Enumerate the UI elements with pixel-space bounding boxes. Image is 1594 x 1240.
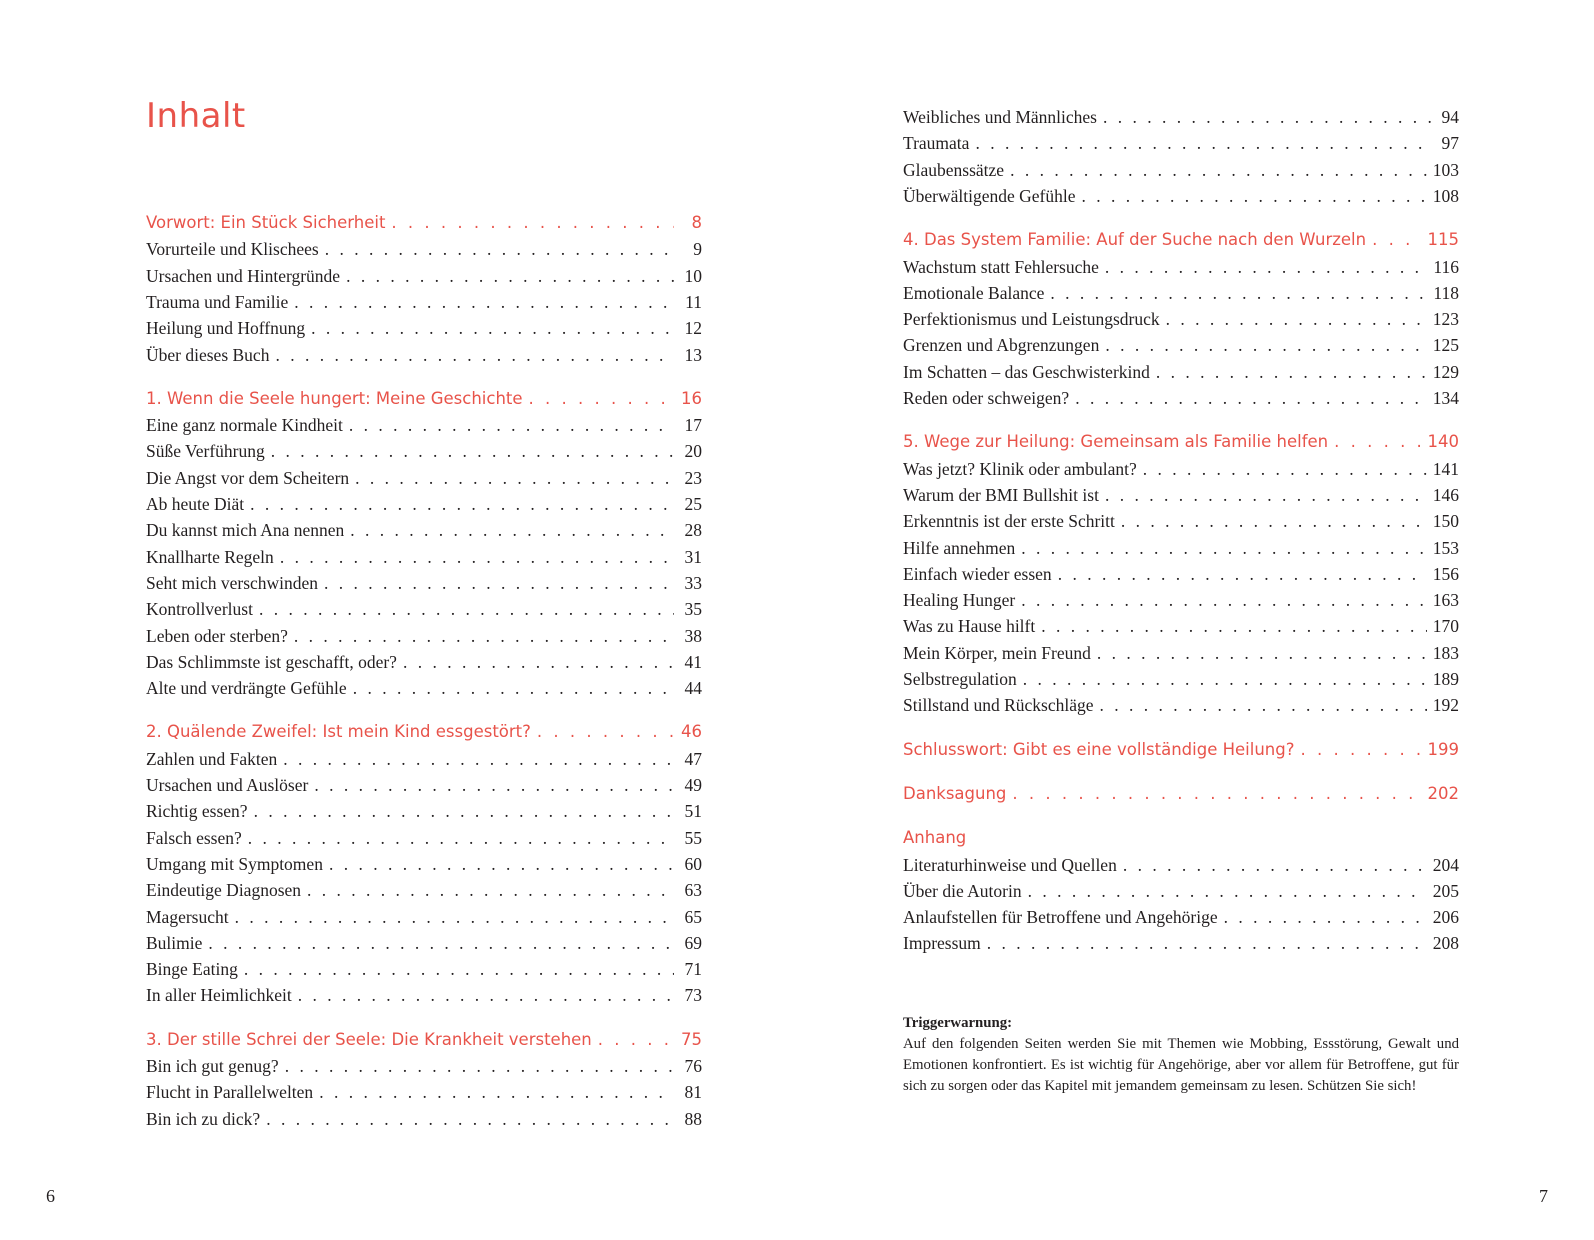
toc-entry: [146, 827, 702, 849]
toc-entry-title: Was zu Hause hilft: [903, 616, 1036, 637]
toc-dot-leader: [298, 984, 674, 1006]
toc-entry-page-number: 69: [684, 932, 702, 953]
toc-dot-leader: [1010, 159, 1427, 181]
toc-entry-title: Das Schlimmste ist geschafft, oder?: [146, 651, 397, 672]
toc-dot-leader: [235, 906, 674, 928]
toc-entry-title: Weibliches und Männliches: [903, 107, 1097, 127]
toc-entry: [903, 185, 1459, 207]
toc-entry-title: Trauma und Familie: [146, 291, 289, 312]
toc-entry-title: 3. Der stille Schrei der Seele: Die Krankheit verstehen: [146, 1029, 592, 1049]
toc-dot-leader: [294, 625, 674, 647]
toc-entry: [146, 467, 702, 489]
toc-entry-page-number: 146: [1432, 484, 1459, 505]
toc-entry-title: Impressum: [903, 933, 981, 954]
toc-entry-title: Emotionale Balance: [903, 282, 1045, 303]
toc-entry-title: Überwältigende Gefühle: [903, 185, 1076, 206]
toc-entry: [903, 642, 1459, 664]
toc-entry-title: Umgang mit Symptomen: [146, 853, 323, 874]
toc-dot-leader: [355, 467, 674, 489]
toc-entry-title: Eindeutige Diagnosen: [146, 880, 302, 901]
toc-entry: [146, 853, 702, 875]
toc-entry-title: Ursachen und Hintergründe: [146, 265, 341, 286]
toc-entry-page-number: 73: [684, 985, 702, 1006]
toc-entry-page-number: 125: [1432, 335, 1459, 356]
toc-dot-leader: [248, 827, 674, 849]
toc-entry: [146, 291, 702, 313]
toc-entry: [146, 958, 702, 980]
toc-entry-page-number: 134: [1432, 388, 1459, 408]
toc-dot-leader: [1121, 510, 1427, 532]
toc-dot-leader: [325, 238, 674, 260]
toc-entry-title: Binge Eating: [146, 959, 238, 980]
toc-entry-title: Anlaufstellen für Betroffene und Angehörige: [903, 907, 1218, 928]
toc-entry-title: Ab heute Diät: [146, 494, 245, 514]
toc-entry: [903, 106, 1459, 128]
toc-entry: [146, 546, 702, 568]
toc-entry-page-number: 55: [684, 827, 702, 848]
toc-entry-page-number: 76: [684, 1056, 702, 1076]
toc-entry: [146, 238, 702, 260]
toc-entry-title: Süße Verführung: [146, 441, 265, 462]
toc-dot-leader: [1143, 458, 1427, 480]
toc-entry-page-number: 206: [1432, 907, 1459, 928]
toc-entry-page-number: 41: [684, 651, 702, 672]
trigger-warning-text: Auf den folgenden Seiten werden Sie mit Themen wie Mobbing, Essstörung, Gewalt und Emotionen konfrontiert. Es ist wichtig für Angehörige, aber vor allem für Betroffene, gut für sich zu sorgen oder das Kapitel mit jemandem gemeinsam zu lesen. Schützen Sie sich!: [903, 1036, 1459, 1094]
toc-entry-title: Perfektionismus und Leistungsdruck: [903, 309, 1160, 330]
toc-entry-title: Danksagung: [903, 783, 1007, 803]
toc-entry: [146, 800, 702, 822]
toc-entry: [146, 344, 702, 366]
toc-dot-leader: [280, 546, 674, 568]
toc-entry-title: Seht mich verschwinden: [146, 572, 319, 593]
toc-entry: [903, 854, 1459, 876]
toc-entry-title: Erkenntnis ist der erste Schritt: [903, 511, 1115, 532]
toc-entry-page-number: 16: [681, 388, 702, 408]
toc-dot-leader: [1075, 387, 1427, 409]
toc-entry-page-number: 11: [685, 291, 702, 312]
toc-dot-leader: [349, 414, 674, 436]
toc-entry-title: Eine ganz normale Kindheit: [146, 415, 343, 436]
toc-chapter-entry: [903, 783, 1459, 805]
toc-entry-title: 4. Das System Familie: Auf der Suche nach den Wurzeln: [903, 230, 1367, 250]
toc-entry: [903, 256, 1459, 278]
toc-dot-leader: [529, 388, 674, 410]
toc-entry-title: Kontrollverlust: [146, 599, 253, 620]
toc-entry: [903, 159, 1459, 181]
toc-entry-title: Wachstum statt Fehlersuche: [903, 256, 1099, 277]
toc-entry: [146, 879, 702, 901]
toc-dot-leader: [1041, 615, 1427, 637]
toc-dot-leader: [1105, 484, 1427, 506]
toc-entry-page-number: 44: [684, 678, 702, 699]
toc-entry-page-number: 208: [1432, 933, 1459, 954]
toc-entry: [146, 677, 702, 699]
toc-dot-leader: [1100, 694, 1427, 716]
toc-entry-page-number: 94: [1441, 107, 1459, 127]
toc-entry-page-number: 17: [684, 415, 702, 436]
toc-dot-leader: [1103, 106, 1431, 128]
toc-entry: [903, 361, 1459, 383]
toc-entry: [903, 387, 1459, 409]
toc-entry: [146, 1055, 702, 1077]
trigger-warning: [903, 1013, 1459, 1097]
toc-dot-leader: [250, 493, 674, 515]
toc-entry-page-number: 75: [681, 1029, 702, 1049]
toc-entry-title: Bulimie: [146, 932, 203, 953]
toc-entry-page-number: 88: [684, 1108, 702, 1129]
toc-entry-page-number: 81: [684, 1082, 702, 1103]
toc-entry-title: Mein Körper, mein Freund: [903, 642, 1091, 663]
toc-dot-leader: [307, 879, 674, 901]
toc-dot-leader: [285, 1055, 674, 1077]
toc-dot-leader: [1023, 668, 1427, 690]
toc-entry-page-number: 49: [684, 775, 702, 795]
toc-entry: [903, 510, 1459, 532]
toc-entry-title: Was jetzt? Klinik oder ambulant?: [903, 458, 1137, 479]
toc-entry-page-number: 35: [684, 599, 702, 620]
toc-entry-page-number: 150: [1432, 511, 1459, 532]
toc-dot-leader: [324, 572, 674, 594]
toc-entry: [903, 668, 1459, 690]
toc-entry-page-number: 189: [1432, 669, 1459, 689]
toc-entry-title: Traumata: [903, 133, 970, 154]
toc-entry: [146, 440, 702, 462]
toc-entry-page-number: 13: [684, 344, 702, 365]
toc-chapter-entry: [903, 229, 1459, 251]
toc-dot-leader: [329, 853, 674, 875]
toc-entry-page-number: 12: [684, 318, 702, 339]
toc-dot-leader: [403, 651, 674, 673]
toc-entry-page-number: 199: [1427, 739, 1459, 759]
toc-dot-leader: [1050, 282, 1427, 304]
toc-entry-page-number: 204: [1432, 854, 1459, 875]
toc-entry: [146, 265, 702, 287]
toc-entry-title: Bin ich gut genug?: [146, 1056, 279, 1076]
toc-dot-leader: [1082, 185, 1427, 207]
toc-entry-page-number: 156: [1432, 563, 1459, 584]
toc-dot-leader: [1105, 334, 1426, 356]
toc-entry-page-number: 63: [684, 880, 702, 901]
toc-entry-page-number: 71: [684, 959, 702, 980]
toc-entry: [903, 282, 1459, 304]
toc-entry-page-number: 28: [684, 520, 702, 541]
toc-dot-leader: [294, 291, 674, 313]
toc-entry: [903, 308, 1459, 330]
toc-chapter-entry: [146, 212, 702, 234]
toc-dot-leader: [537, 721, 674, 743]
toc-entry: [903, 932, 1459, 954]
toc-chapter-entry: [903, 827, 1459, 849]
toc-entry-title: Glaubenssätze: [903, 159, 1005, 180]
toc-dot-leader: [311, 317, 674, 339]
toc-dot-leader: [346, 265, 674, 287]
toc-chapter-entry: [146, 388, 702, 410]
toc-entry: [146, 519, 702, 541]
toc-entry: [146, 317, 702, 339]
toc-entry-page-number: 108: [1432, 185, 1459, 206]
toc-dot-leader: [1105, 256, 1427, 278]
toc-entry-page-number: 10: [684, 265, 702, 286]
toc-entry-page-number: 38: [684, 625, 702, 646]
toc-entry-title: 5. Wege zur Heilung: Gemeinsam als Familie helfen: [903, 432, 1329, 452]
toc-entry: [146, 493, 702, 515]
toc-entry-title: Über dieses Buch: [146, 344, 270, 365]
toc-dot-leader: [1334, 431, 1421, 453]
toc-entry-page-number: 46: [681, 722, 702, 742]
toc-dot-leader: [987, 932, 1427, 954]
toc-dot-leader: [975, 132, 1431, 154]
toc-entry-title: Schlusswort: Gibt es eine vollständige Heilung?: [903, 739, 1295, 759]
toc-entry-page-number: 9: [693, 239, 702, 260]
toc-entry-page-number: 205: [1432, 880, 1459, 901]
toc-entry-title: Reden oder schweigen?: [903, 388, 1070, 408]
toc-entry-page-number: 153: [1432, 537, 1459, 558]
toc-dot-leader: [266, 1108, 674, 1130]
toc-dot-leader: [1156, 361, 1427, 383]
toc-entry-page-number: 141: [1432, 458, 1459, 479]
toc-chapter-entry: [903, 431, 1459, 453]
toc-entry-title: Healing Hunger: [903, 590, 1016, 611]
toc-entry-page-number: 47: [684, 748, 702, 769]
toc-dot-leader: [259, 598, 674, 620]
toc-entry-title: Die Angst vor dem Scheitern: [146, 467, 350, 488]
toc-entry-page-number: 140: [1427, 432, 1459, 452]
toc-dot-leader: [1012, 783, 1421, 805]
toc-entry-page-number: 8: [691, 213, 702, 232]
toc-entry-title: Literaturhinweise und Quellen: [903, 854, 1117, 875]
toc-entry-page-number: 65: [684, 906, 702, 927]
toc-entry-page-number: 23: [684, 467, 702, 488]
page-title: Inhalt: [146, 96, 246, 136]
toc-entry-title: Du kannst mich Ana nennen: [146, 520, 345, 541]
toc-entry: [903, 458, 1459, 480]
toc-entry-page-number: 183: [1432, 642, 1459, 663]
toc-dot-leader: [208, 932, 674, 954]
toc-entry: [146, 414, 702, 436]
toc-entry-page-number: 192: [1432, 695, 1459, 716]
toc-dot-leader: [1021, 537, 1427, 559]
toc-entry: [146, 774, 702, 796]
toc-entry: [146, 598, 702, 620]
toc-dot-leader: [1058, 563, 1427, 585]
toc-entry-title: Hilfe annehmen: [903, 537, 1016, 558]
toc-entry-title: Anhang: [903, 828, 967, 848]
toc-dot-leader: [1123, 854, 1427, 876]
toc-entry-page-number: 33: [684, 572, 702, 593]
toc-entry-page-number: 60: [684, 853, 702, 874]
toc-entry-title: Einfach wieder essen: [903, 563, 1052, 584]
toc-entry-title: Ursachen und Auslöser: [146, 775, 309, 795]
toc-entry: [146, 906, 702, 928]
toc-dot-leader: [314, 774, 674, 796]
toc-entry-title: Flucht in Parallelwelten: [146, 1082, 314, 1103]
page-number-left: 6: [46, 1186, 55, 1206]
toc-entry-title: 2. Quälende Zweifel: Ist mein Kind essgestört?: [146, 722, 531, 742]
toc-chapter-entry: [146, 721, 702, 743]
trigger-warning-title: Triggerwarnung:: [903, 1015, 1013, 1031]
toc-dot-leader: [1097, 642, 1427, 664]
toc-dot-leader: [319, 1081, 674, 1103]
toc-entry-title: Falsch essen?: [146, 827, 242, 848]
toc-entry-page-number: 123: [1432, 309, 1459, 330]
toc-entry-page-number: 163: [1432, 590, 1459, 611]
toc-entry-page-number: 116: [1433, 256, 1459, 277]
toc-entry-title: Vorwort: Ein Stück Sicherheit: [146, 213, 386, 232]
toc-entry-title: Heilung und Hoffnung: [146, 318, 306, 339]
page-number-right: 7: [1539, 1186, 1548, 1206]
toc-dot-leader: [391, 212, 674, 234]
toc-entry-title: Über die Autorin: [903, 880, 1022, 901]
toc-entry-page-number: 202: [1427, 783, 1459, 803]
toc-entry: [146, 932, 702, 954]
toc-dot-leader: [244, 958, 674, 980]
toc-dot-leader: [283, 748, 674, 770]
toc-entry-page-number: 115: [1427, 230, 1459, 250]
toc-dot-leader: [1372, 229, 1421, 251]
toc-entry: [903, 132, 1459, 154]
toc-entry-title: Stillstand und Rückschläge: [903, 695, 1094, 716]
toc-entry: [146, 651, 702, 673]
toc-dot-leader: [350, 519, 674, 541]
toc-entry: [146, 1081, 702, 1103]
toc-entry-page-number: 129: [1432, 361, 1459, 382]
toc-entry-page-number: 51: [684, 801, 702, 822]
toc-entry-title: Grenzen und Abgrenzungen: [903, 335, 1100, 356]
toc-entry: [146, 984, 702, 1006]
toc-entry: [146, 748, 702, 770]
toc-entry: [903, 615, 1459, 637]
toc-entry: [903, 563, 1459, 585]
toc-entry-title: Warum der BMI Bullshit ist: [903, 484, 1099, 505]
toc-chapter-entry: [903, 739, 1459, 761]
toc-dot-leader: [598, 1029, 674, 1051]
toc-dot-leader: [1021, 589, 1426, 611]
toc-entry-title: Leben oder sterben?: [146, 625, 288, 646]
toc-entry-page-number: 31: [684, 546, 702, 567]
toc-entry-page-number: 20: [684, 441, 702, 462]
toc-entry-page-number: 103: [1432, 159, 1459, 180]
toc-dot-leader: [275, 344, 674, 366]
toc-dot-leader: [353, 677, 674, 699]
toc-entry-title: Magersucht: [146, 906, 229, 927]
toc-dot-leader: [1224, 906, 1427, 928]
toc-entry: [146, 625, 702, 647]
toc-entry-page-number: 25: [684, 494, 702, 514]
toc-dot-leader: [1028, 880, 1427, 902]
toc-dot-leader: [254, 800, 674, 822]
toc-entry: [903, 537, 1459, 559]
toc-dot-leader: [271, 440, 674, 462]
toc-entry: [146, 572, 702, 594]
toc-entry-page-number: 170: [1432, 616, 1459, 637]
toc-entry: [146, 1108, 702, 1130]
toc-entry-title: Zahlen und Fakten: [146, 748, 278, 769]
toc-entry-title: Alte und verdrängte Gefühle: [146, 678, 347, 699]
toc-entry: [903, 334, 1459, 356]
toc-entry-title: In aller Heimlichkeit: [146, 985, 292, 1006]
toc-entry-title: Im Schatten – das Geschwisterkind: [903, 361, 1150, 382]
toc-dot-leader: [1166, 308, 1427, 330]
toc-dot-leader: [1301, 739, 1422, 761]
toc-entry: [903, 880, 1459, 902]
toc-chapter-entry: [146, 1029, 702, 1051]
toc-entry-title: Vorurteile und Klischees: [146, 239, 319, 260]
toc-entry-title: 1. Wenn die Seele hungert: Meine Geschichte: [146, 388, 523, 408]
toc-entry: [903, 906, 1459, 928]
toc-entry-page-number: 118: [1433, 282, 1459, 303]
toc-entry-title: Selbstregulation: [903, 669, 1017, 689]
toc-entry-page-number: 97: [1441, 133, 1459, 154]
toc-entry-title: Knallharte Regeln: [146, 546, 274, 567]
toc-entry-title: Richtig essen?: [146, 801, 248, 822]
toc-entry: [903, 694, 1459, 716]
toc-entry: [903, 484, 1459, 506]
toc-entry: [903, 589, 1459, 611]
toc-entry-title: Bin ich zu dick?: [146, 1108, 261, 1129]
